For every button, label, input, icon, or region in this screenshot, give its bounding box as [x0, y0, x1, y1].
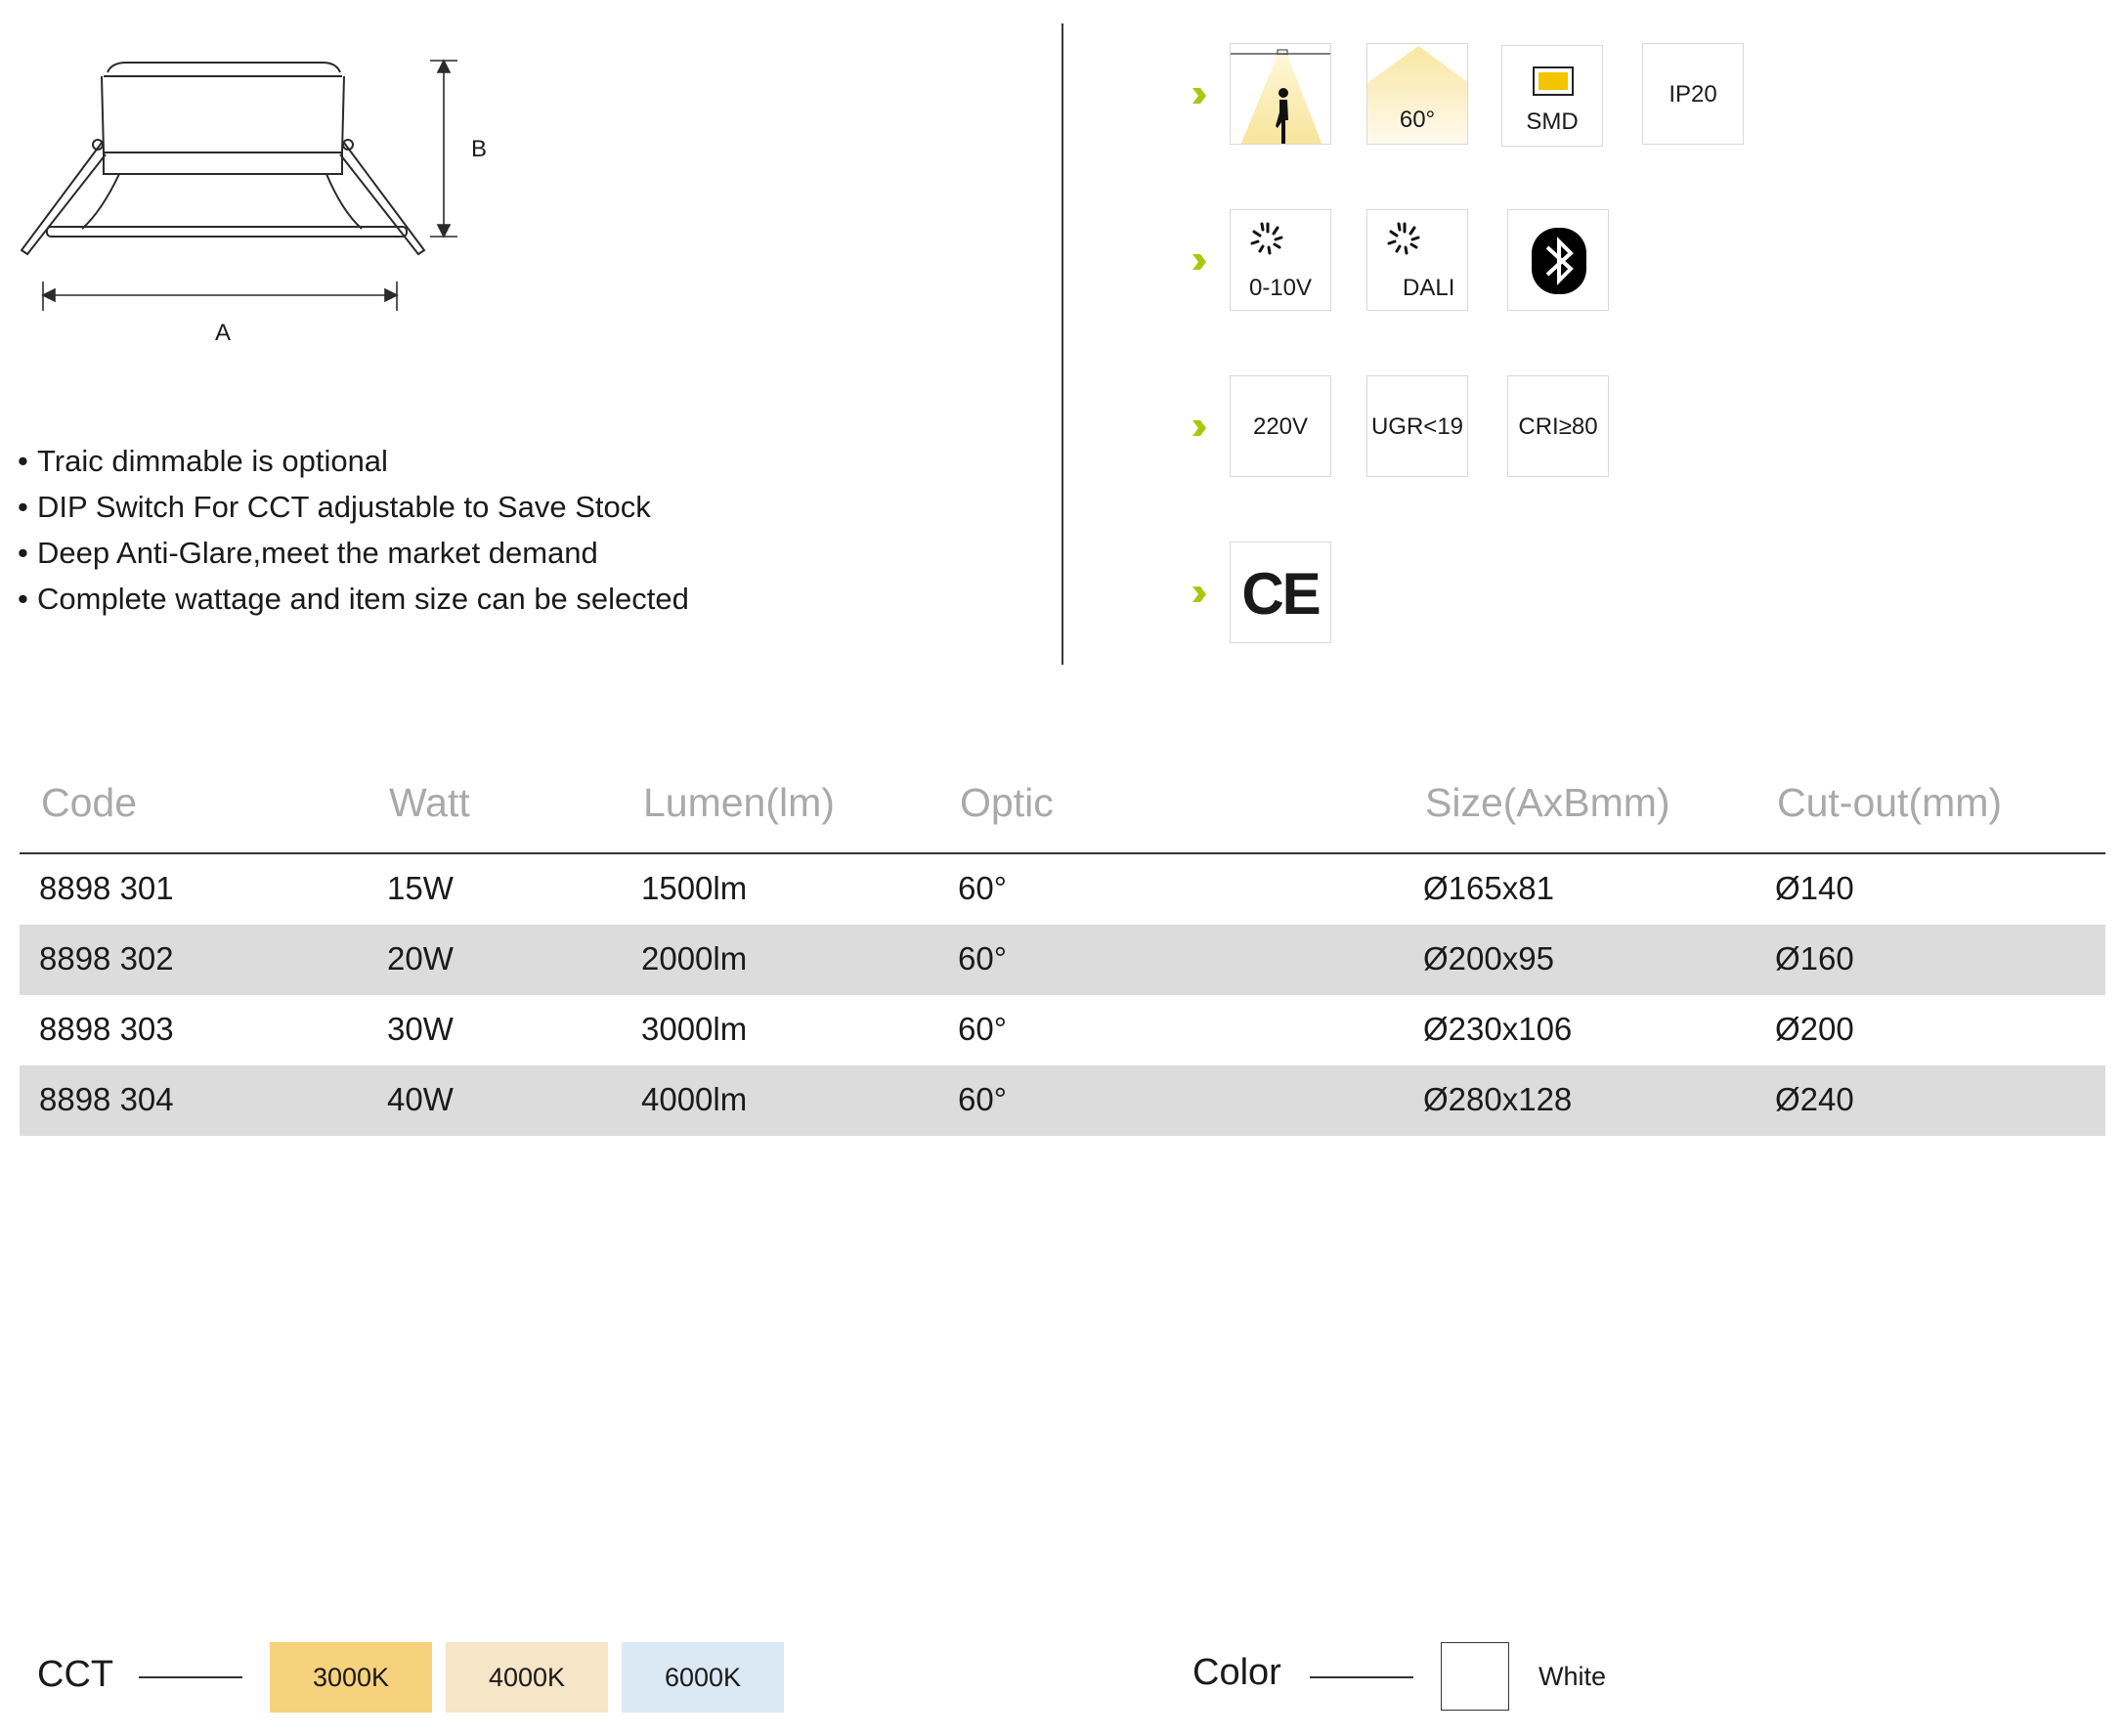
smd-label: SMD [1526, 108, 1579, 135]
color-label: Color [1192, 1652, 1281, 1693]
dimming-0-10v-label: 0-10V [1248, 275, 1313, 301]
ip-rating-icon-box [1642, 43, 1744, 145]
dimming-0-10v-icon-box [1230, 209, 1331, 311]
feature-item: • Deep Anti-Glare,meet the market demand [18, 530, 689, 576]
header-optic: Optic [960, 780, 1054, 825]
bluetooth-icon-box [1507, 209, 1609, 311]
table-row: 8898 301 15W 1500lm 60° Ø165x81 Ø140 [39, 870, 1854, 906]
feature-item: • DIP Switch For CCT adjustable to Save Stock [18, 484, 689, 530]
voltage-label: 220V [1252, 413, 1309, 440]
color-swatch-white[interactable] [1441, 1642, 1509, 1711]
vertical-divider [1062, 23, 1063, 665]
spec-table [20, 768, 2105, 1136]
header-cutout: Cut-out(mm) [1777, 780, 2003, 825]
color-option-name: White [1539, 1662, 1607, 1691]
cct-option-3000k[interactable]: 3000K [270, 1642, 432, 1713]
dimension-b-label: B [471, 136, 488, 162]
person-under-light-icon [1231, 44, 1331, 145]
cct-label: CCT [37, 1654, 114, 1695]
feature-list [18, 438, 689, 622]
header-code: Code [41, 780, 138, 825]
dimming-dali-label: DALI [1403, 275, 1455, 301]
cri-icon-box [1507, 375, 1609, 477]
feature-item: • Traic dimmable is optional [18, 438, 689, 484]
header-watt: Watt [389, 780, 470, 825]
dimming-dali-icon-box [1366, 209, 1468, 311]
header-lumen: Lumen(lm) [643, 780, 835, 825]
chevron-right-icon [1191, 86, 1208, 106]
dimension-a-label: A [215, 320, 232, 346]
beam-angle-icon-box [1366, 43, 1468, 145]
table-row: 8898 304 40W 4000lm 60° Ø280x128 Ø240 [20, 1065, 2105, 1136]
cri-label: CRI≥80 [1518, 413, 1598, 440]
ugr-icon-box [1366, 375, 1468, 477]
ip-rating-label: IP20 [1669, 81, 1717, 108]
chevron-right-icon [1191, 252, 1208, 272]
table-row: 8898 302 20W 2000lm 60° Ø200x95 Ø160 [20, 925, 2105, 995]
smd-icon-box [1501, 45, 1603, 147]
cct-divider-line [139, 1676, 242, 1678]
chevron-right-icon [1191, 418, 1208, 438]
ce-icon-box [1230, 542, 1331, 643]
header-size: Size(AxBmm) [1425, 780, 1670, 825]
beam-angle-label: 60° [1399, 107, 1436, 133]
cct-option-4000k[interactable]: 4000K [446, 1642, 608, 1713]
bullet-icon: • [18, 490, 28, 524]
color-divider-line [1310, 1676, 1413, 1678]
bullet-icon: • [18, 582, 28, 616]
chevron-right-icon [1191, 585, 1208, 604]
feature-item: • Complete wattage and item size can be selected [18, 576, 689, 622]
voltage-icon-box [1230, 375, 1331, 477]
indoor-light-icon-box [1230, 43, 1331, 145]
table-header [20, 768, 2105, 854]
bluetooth-icon [1508, 210, 1609, 311]
ugr-label: UGR<19 [1370, 413, 1464, 440]
bullet-icon: • [18, 536, 28, 570]
ce-mark-icon: CE [1241, 561, 1320, 627]
product-dimension-drawing [14, 55, 502, 368]
bullet-icon: • [18, 444, 28, 478]
cct-option-6000k[interactable]: 6000K [622, 1642, 784, 1713]
table-row: 8898 303 30W 3000lm 60° Ø230x106 Ø200 [39, 1011, 1854, 1047]
